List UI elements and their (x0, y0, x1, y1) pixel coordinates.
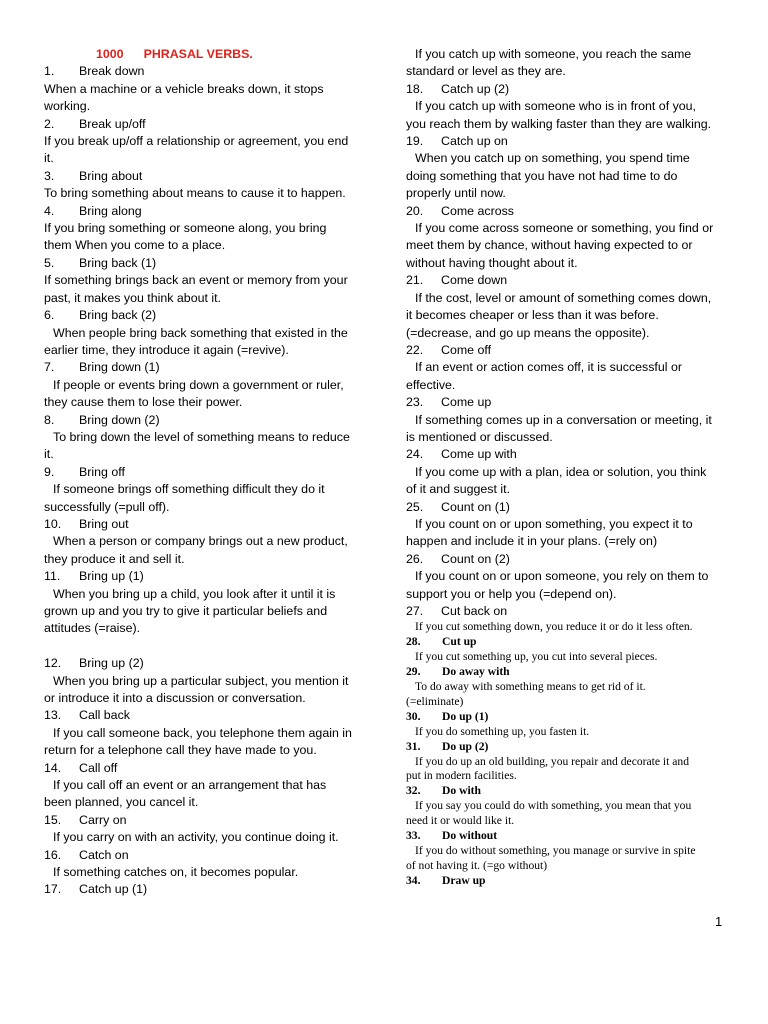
entry-heading (44, 464, 366, 481)
entry-heading (406, 446, 724, 463)
entry-number: 23. (406, 395, 424, 410)
entry-heading (406, 499, 724, 516)
definition-line: it. (44, 151, 54, 166)
definition-line: To do away with something means to get rid of it. (415, 680, 646, 694)
entry-heading (406, 829, 724, 844)
entry-heading (44, 847, 366, 864)
definition-line: When you bring up a particular subject, you mention it (53, 673, 349, 688)
entry-heading (44, 812, 366, 829)
left-column (44, 46, 366, 899)
definition-line: properly until now. (406, 186, 506, 201)
entry-heading (406, 551, 724, 568)
entry-heading (44, 655, 366, 672)
definition-line: If you carry on with an activity, you continue doing it. (53, 830, 339, 845)
entry-heading (44, 255, 366, 272)
definition-line: If the cost, level or amount of something comes down, (415, 290, 712, 305)
phrasal-verb: Bring off (79, 464, 125, 479)
definition-line: successfully (=pull off). (44, 499, 170, 514)
entry-number: 7. (44, 360, 55, 375)
definition-line: To bring down the level of something means to reduce (53, 429, 350, 444)
definition-line: If you count on or upon something, you expect it to (415, 516, 693, 531)
phrasal-verb: Do with (442, 784, 481, 798)
entry-number: 22. (406, 342, 424, 357)
definition-line: it becomes cheaper or less than it was before. (406, 308, 659, 323)
right-entries (406, 46, 724, 620)
entry-number: 9. (44, 464, 55, 479)
definition-line: If something comes up in a conversation or meeting, it (415, 412, 712, 427)
definition-line: grown up and you try to give it particular beliefs and (44, 604, 328, 618)
entry-number: 18. (406, 81, 424, 96)
entry-heading (406, 133, 724, 150)
entry-number: 21. (406, 273, 424, 288)
entry-heading (44, 203, 366, 220)
definition-line: If you come across someone or something, you find or (415, 221, 714, 236)
definition-line: When a person or company brings out a new product, (53, 534, 348, 549)
phrasal-verb: Do away with (442, 665, 510, 679)
entry-heading (44, 168, 366, 185)
entry-heading (406, 81, 724, 98)
phrasal-verb: Come up with (441, 447, 517, 462)
definition-line: past, it makes you think about it. (44, 290, 222, 305)
definition-line: If you do up an old building, you repair and decorate it and (415, 754, 689, 768)
definition-line: working. (44, 99, 91, 114)
entry-number: 4. (44, 203, 55, 218)
entry-heading (406, 740, 724, 755)
definition-line: they produce it and sell it. (44, 551, 185, 566)
entry-number: 12. (44, 656, 62, 671)
definition-line: it. (44, 447, 54, 462)
entry-number: 29. (406, 665, 421, 679)
entry-number: 30. (406, 709, 421, 723)
definition-line: doing something that you have not had time to do (406, 168, 678, 183)
definition-line: standard or level as they are. (406, 64, 566, 79)
phrasal-verb: Catch on (79, 847, 129, 862)
definition-line: If you say you could do with something, you mean that you (415, 799, 692, 813)
definition-line: If you catch up with someone who is in front of you, (415, 99, 697, 114)
entry-heading (44, 516, 366, 533)
definition-line: If people or events bring down a government or ruler, (53, 377, 344, 392)
blank-line (44, 638, 366, 655)
definition-line: put in modern facilities. (406, 769, 517, 783)
entry-number: 2. (44, 116, 55, 131)
entry-number: 17. (44, 882, 62, 897)
entry-number: 27. (406, 604, 424, 618)
definition-line: If you do something up, you fasten it. (415, 724, 590, 738)
definition-line: support you or help you (=depend on). (406, 586, 617, 601)
entry-number: 6. (44, 308, 55, 323)
entry-number: 15. (44, 812, 62, 827)
phrasal-verb: Draw up (442, 873, 486, 887)
definition-line: effective. (406, 377, 456, 392)
phrasal-verb: Come across (441, 203, 514, 218)
entry-heading (406, 874, 724, 889)
definition-line: If you cut something up, you cut into several pieces. (415, 650, 658, 664)
document-title: 1000 PHRASAL VERBS. (96, 47, 253, 61)
phrasal-verb: Bring back (2) (79, 308, 157, 323)
entry-number: 13. (44, 708, 62, 723)
definition-line: When people bring back something that existed in the (53, 325, 348, 340)
definition-line: them When you come to a place. (44, 238, 226, 253)
definition-line: To bring something about means to cause it to happen. (44, 186, 346, 201)
phrasal-verb: Come up (441, 395, 492, 410)
definition-line: been planned, you cancel it. (44, 795, 199, 810)
entry-heading (44, 116, 366, 133)
definition-line: without having thought about it. (406, 255, 578, 270)
entry-heading (406, 203, 724, 220)
phrasal-verb: Count on (1) (441, 499, 510, 514)
phrasal-verb: Bring back (1) (79, 255, 157, 270)
phrasal-verb: Carry on (79, 812, 127, 827)
phrasal-verb: Bring out (79, 516, 129, 531)
entry-number: 19. (406, 134, 424, 149)
definition-line: they cause them to lose their power. (44, 395, 243, 410)
definition-line: is mentioned or discussed. (406, 429, 553, 444)
entry-heading (406, 665, 724, 680)
entry-number: 20. (406, 203, 424, 218)
phrasal-verb: Bring about (79, 168, 143, 183)
definition-line: When you catch up on something, you spend time (415, 151, 690, 166)
phrasal-verb: Call back (79, 708, 130, 723)
entry-number: 10. (44, 516, 62, 531)
phrasal-verb: Come off (441, 342, 492, 357)
page-number: 1 (715, 914, 723, 929)
entry-number: 11. (44, 569, 61, 584)
entry-number: 26. (406, 551, 424, 566)
definition-line: If you count on or upon someone, you rely on them to (415, 569, 709, 584)
definition-line: you reach them by walking faster than they are walking. (406, 116, 712, 131)
definition-line: of it and suggest it. (406, 482, 511, 497)
phrasal-verb: Bring down (1) (79, 360, 160, 375)
entry-number: 33. (406, 829, 421, 843)
definition-line: meet them by chance, without having expected to or (406, 238, 693, 253)
phrasal-verb: Bring along (79, 203, 142, 218)
phrasal-verb: Bring down (2) (79, 412, 160, 427)
entry-number: 25. (406, 499, 424, 514)
definition-line: If you cut something down, you reduce it or do it less often. (415, 620, 693, 634)
entry-heading (44, 412, 366, 429)
definition-line: return for a telephone call they have made to you. (44, 743, 317, 758)
definition-line: When you bring up a child, you look after it until it is (53, 586, 336, 601)
phrasal-verb: Catch up on (441, 134, 508, 149)
definition-line: If you come up with a plan, idea or solution, you think (415, 464, 707, 479)
definition-line: If someone brings off something difficult they do it (53, 482, 325, 497)
phrasal-verb: Bring up (2) (79, 656, 144, 671)
entry-number: 16. (44, 847, 62, 862)
right-serif-entries (406, 620, 724, 888)
definition-line: If you call off an event or an arrangement that has (53, 778, 327, 793)
entry-heading (406, 272, 724, 289)
definition-line: or introduce it into a discussion or conversation. (44, 691, 306, 706)
phrasal-verb: Come down (441, 273, 508, 288)
entry-heading (44, 359, 366, 376)
phrasal-verb: Count on (2) (441, 551, 510, 566)
entry-number: 5. (44, 255, 55, 270)
entry-heading (406, 342, 724, 359)
definition-line: earlier time, they introduce it again (=revive). (44, 342, 289, 357)
phrasal-verb: Catch up (1) (79, 882, 148, 897)
definition-line: (=eliminate) (406, 694, 464, 708)
phrasal-verb: Break down (79, 64, 145, 79)
entry-heading (44, 63, 366, 80)
entry-heading (406, 603, 724, 620)
entry-number: 24. (406, 447, 424, 462)
phrasal-verb: Bring up (1) (79, 569, 144, 584)
entry-number: 8. (44, 412, 55, 427)
phrasal-verb: Do up (2) (442, 739, 489, 753)
definition-line: happen and include it in your plans. (=rely on) (406, 534, 658, 549)
phrasal-verb: Catch up (2) (441, 81, 510, 96)
phrasal-verb: Do up (1) (442, 709, 489, 723)
phrasal-verb: Cut up (442, 635, 477, 649)
definition-line: If an event or action comes off, it is successful or (415, 360, 682, 375)
entry-number: 31. (406, 739, 421, 753)
phrasal-verb: Cut back on (441, 604, 508, 618)
definition-line: of not having it. (=go without) (406, 858, 548, 872)
entry-number: 14. (44, 760, 62, 775)
entry-heading (406, 784, 724, 799)
entry-heading (44, 307, 366, 324)
right-column (406, 46, 724, 889)
definition-line: (=decrease, and go up means the opposite). (406, 325, 650, 340)
entry-heading (44, 707, 366, 724)
definition-line: If something brings back an event or memory from your (44, 273, 348, 288)
entry-heading (406, 710, 724, 725)
definition-line: If you catch up with someone, you reach the same (415, 47, 692, 61)
entry-heading (44, 760, 366, 777)
entry-number: 32. (406, 784, 421, 798)
entry-heading (44, 568, 366, 585)
definition-line: If you break up/off a relationship or agreement, you end (44, 134, 349, 149)
entry-number: 34. (406, 873, 421, 887)
entry-number: 28. (406, 635, 421, 649)
definition-line: attitudes (=raise). (44, 621, 141, 636)
phrasal-verb: Break up/off (79, 116, 146, 131)
entry-heading (406, 394, 724, 411)
entry-heading (406, 635, 724, 650)
entry-number: 3. (44, 168, 55, 183)
entry-number: 1. (44, 64, 55, 79)
definition-line: When a machine or a vehicle breaks down, it stops (44, 81, 324, 96)
left-entries (44, 63, 366, 898)
entry-heading (44, 881, 366, 898)
definition-line: If you do without something, you manage or survive in spite (415, 844, 696, 857)
definition-line: If you bring something or someone along, you bring (44, 221, 327, 236)
definition-line: If you call someone back, you telephone them again in (53, 725, 352, 740)
phrasal-verb: Call off (79, 760, 118, 775)
definition-line: need it or would like it. (406, 814, 515, 828)
definition-line: If something catches on, it becomes popular. (53, 865, 299, 880)
phrasal-verb: Do without (442, 829, 498, 843)
